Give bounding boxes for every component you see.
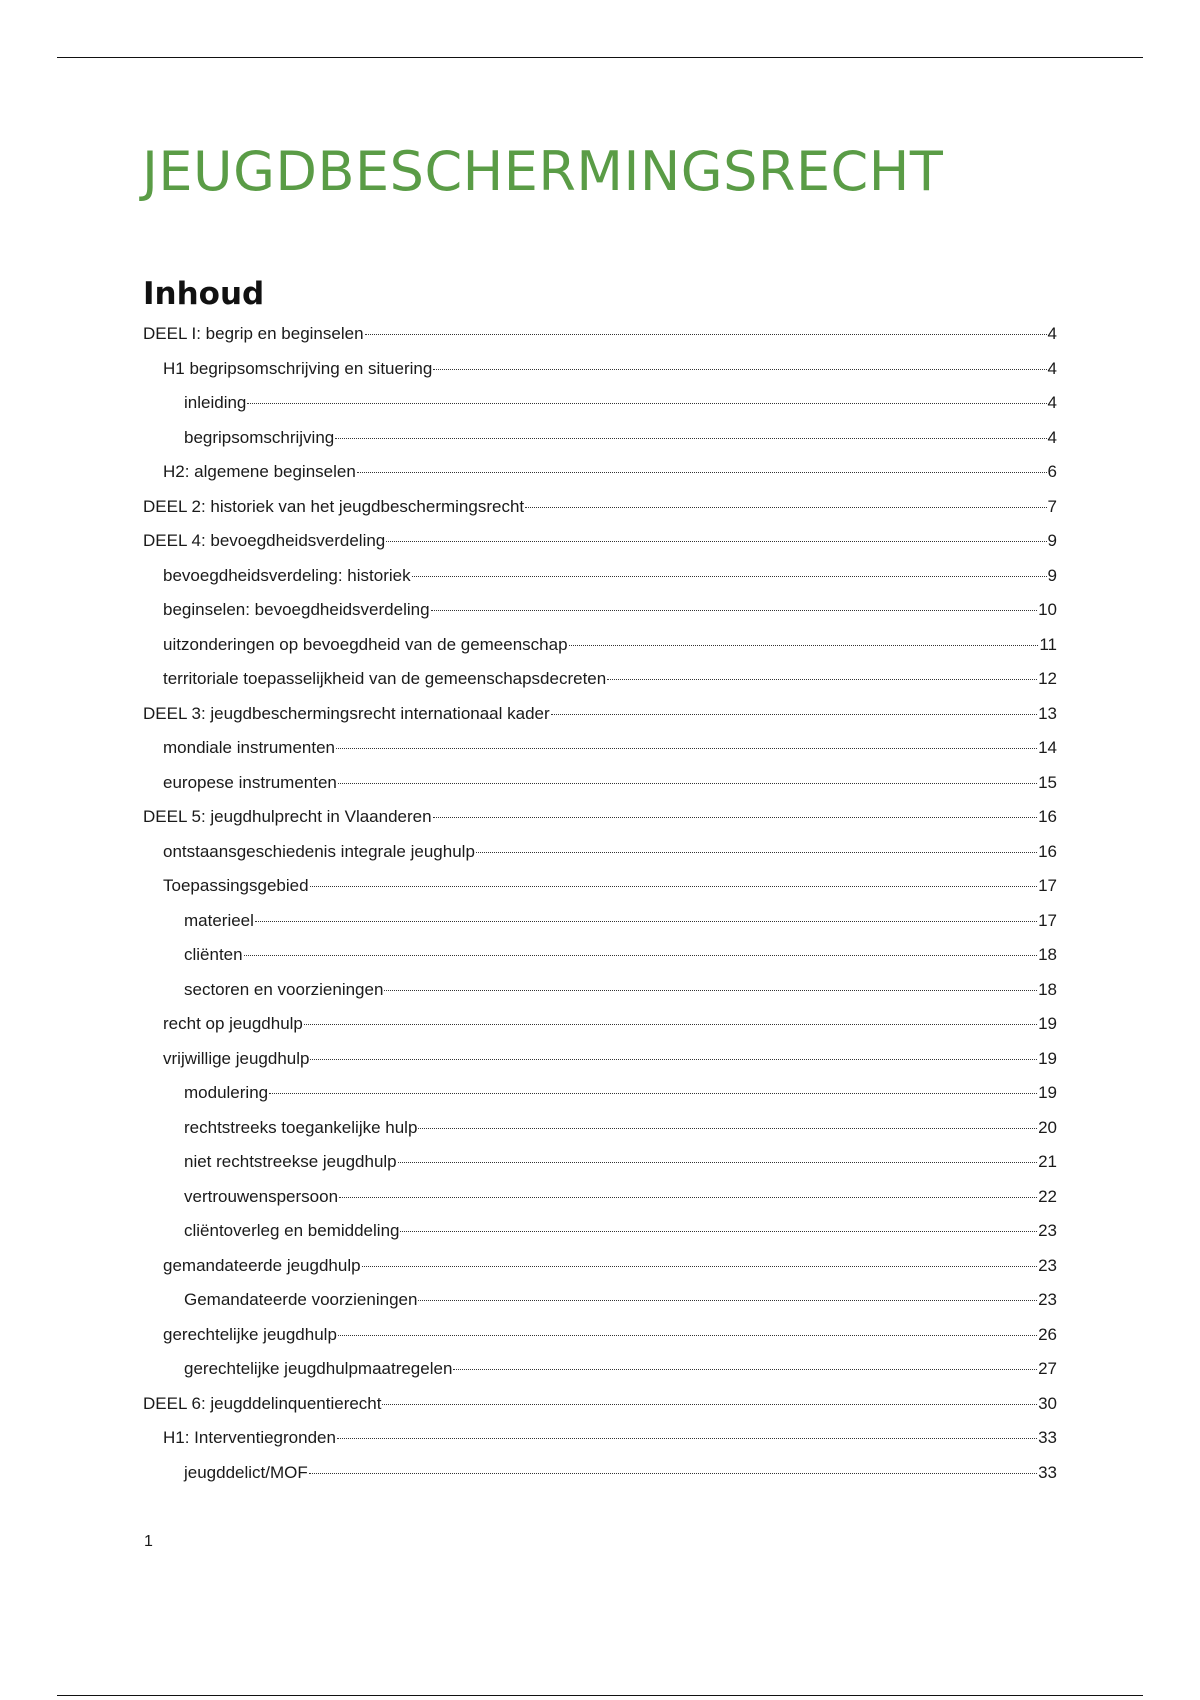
toc-dot-leader [336,748,1037,749]
toc-entry-page: 6 [1047,462,1057,481]
toc-dot-leader [335,438,1046,439]
toc-entry[interactable] [143,600,1057,635]
toc-entry-page: 33 [1038,1428,1057,1447]
toc-entry-page: 17 [1038,876,1057,895]
toc-dot-leader [357,472,1047,473]
toc-dot-leader [269,1093,1037,1094]
page-number: 1 [144,1533,153,1550]
toc-dot-leader [386,541,1046,542]
toc-entry[interactable] [143,1083,1057,1118]
toc-entry[interactable] [143,738,1057,773]
toc-entry-title: cliënten [184,945,243,964]
toc-entry-page: 13 [1038,703,1057,723]
toc-dot-leader [433,369,1046,370]
toc-entry-title: gerechtelijke jeugdhulp [163,1324,337,1344]
toc-entry-page: 9 [1047,565,1057,585]
toc-entry-page: 4 [1047,358,1057,378]
toc-entry-title: ontstaansgeschiedenis integrale jeughulp [163,841,475,861]
toc-dot-leader [337,1438,1037,1439]
toc-entry-page: 27 [1038,1359,1057,1378]
toc-dot-leader [304,1024,1037,1025]
toc-entry-title: DEEL I: begrip en beginselen [143,324,364,343]
toc-entry-page: 15 [1038,772,1057,792]
footer-rule [57,1695,1143,1696]
toc-dot-leader [338,783,1037,784]
toc-entry-page: 14 [1038,738,1057,757]
toc-dot-leader [310,1059,1037,1060]
toc-dot-leader [365,334,1047,335]
toc-entry-title: gemandateerde jeugdhulp [163,1255,361,1275]
toc-entry-page: 33 [1038,1462,1057,1482]
toc-entry-title: H2: algemene beginselen [163,462,356,481]
toc-entry[interactable] [143,1256,1057,1291]
toc-dot-leader [525,507,1046,508]
toc-dot-leader [418,1128,1037,1129]
toc-entry-page: 18 [1038,945,1057,964]
document-title: JEUGDBESCHERMINGSRECHT [142,140,944,203]
toc-entry-title: Toepassingsgebied [163,876,309,895]
toc-entry[interactable] [143,462,1057,497]
toc-dot-leader [310,886,1038,887]
toc-entry[interactable] [143,1463,1057,1498]
toc-entry-title: bevoegdheidsverdeling: historiek [163,565,411,585]
toc-entry[interactable] [143,428,1057,463]
toc-entry-title: recht op jeugdhulp [163,1014,303,1033]
toc-entry-page: 22 [1038,1186,1057,1206]
toc-entry-title: vrijwillige jeugdhulp [163,1048,310,1068]
toc-dot-leader [476,852,1037,853]
toc-entry-title: DEEL 5: jeugdhulprecht in Vlaanderen [143,807,432,826]
toc-dot-leader [607,679,1037,680]
toc-entry-page: 20 [1038,1117,1057,1137]
toc-entry-page: 18 [1038,979,1057,999]
toc-dot-leader [362,1266,1038,1267]
toc-entry-page: 26 [1038,1324,1057,1344]
toc-entry-page: 19 [1038,1014,1057,1033]
toc-entry-page: 21 [1038,1152,1057,1171]
toc-entry-title: niet rechtstreekse jeugdhulp [184,1152,397,1171]
toc-entry-title: DEEL 4: bevoegdheidsverdeling [143,531,386,550]
toc-entry-title: materieel [184,910,254,930]
toc-entry[interactable] [143,876,1057,911]
toc-entry-title: H1 begripsomschrijving en situering [163,358,433,378]
table-of-contents [143,324,1057,1497]
toc-dot-leader [398,1162,1037,1163]
toc-entry[interactable] [143,497,1057,532]
toc-entry-page: 4 [1047,393,1057,412]
toc-entry-title: beginselen: bevoegdheidsverdeling [163,600,430,619]
toc-entry-title: vertrouwenspersoon [184,1186,339,1206]
toc-entry[interactable] [143,1152,1057,1187]
toc-entry-page: 7 [1047,496,1057,516]
toc-entry-title: territoriale toepasselijkheid van de gemeenschapsdecreten [163,669,607,688]
toc-entry-page: 23 [1038,1255,1057,1275]
toc-entry-title: jeugddelict/MOF [184,1462,308,1482]
toc-entry[interactable] [143,704,1057,739]
toc-entry[interactable] [143,635,1057,670]
toc-entry[interactable] [143,911,1057,946]
toc-entry[interactable] [143,773,1057,808]
toc-dot-leader [244,955,1037,956]
toc-entry-page: 9 [1047,531,1057,550]
toc-dot-leader [418,1300,1037,1301]
toc-entry[interactable] [143,1118,1057,1153]
toc-entry-title: DEEL 2: historiek van het jeugdbeschermingsrecht [143,496,525,516]
toc-entry[interactable] [143,1394,1057,1429]
toc-dot-leader [384,990,1037,991]
toc-entry[interactable] [143,324,1057,359]
toc-entry-title: modulering [184,1083,269,1102]
toc-entry-page: 11 [1039,634,1057,654]
toc-entry[interactable] [143,1014,1057,1049]
toc-dot-leader [382,1404,1037,1405]
toc-dot-leader [433,817,1038,818]
toc-entry-title: DEEL 6: jeugddelinquentierecht [143,1393,382,1413]
toc-entry-page: 23 [1038,1290,1057,1309]
toc-entry-page: 16 [1038,841,1057,861]
toc-dot-leader [247,403,1046,404]
toc-entry[interactable] [143,1049,1057,1084]
toc-entry-page: 19 [1038,1048,1057,1068]
toc-heading: Inhoud [143,276,265,312]
toc-entry-page: 10 [1038,600,1057,619]
toc-dot-leader [551,714,1037,715]
toc-entry[interactable] [143,359,1057,394]
toc-entry[interactable] [143,393,1057,428]
toc-entry[interactable] [143,1221,1057,1256]
toc-dot-leader [255,921,1037,922]
toc-entry[interactable] [143,669,1057,704]
toc-entry-title: mondiale instrumenten [163,738,335,757]
toc-entry-title: rechtstreeks toegankelijke hulp [184,1117,418,1137]
toc-dot-leader [569,645,1039,646]
toc-dot-leader [309,1473,1037,1474]
toc-dot-leader [339,1197,1037,1198]
toc-entry-title: gerechtelijke jeugdhulpmaatregelen [184,1359,453,1378]
toc-dot-leader [412,576,1047,577]
toc-entry[interactable] [143,807,1057,842]
toc-entry[interactable] [143,1187,1057,1222]
toc-entry-title: DEEL 3: jeugdbeschermingsrecht internationaal kader [143,703,550,723]
toc-entry-title: begripsomschrijving [184,427,335,447]
toc-entry[interactable] [143,1290,1057,1325]
toc-entry-title: Gemandateerde voorzieningen [184,1290,418,1309]
toc-entry-page: 19 [1038,1083,1057,1102]
toc-entry-page: 4 [1047,324,1057,343]
toc-entry[interactable] [143,980,1057,1015]
toc-dot-leader [400,1231,1037,1232]
toc-dot-leader [338,1335,1037,1336]
toc-entry[interactable] [143,1359,1057,1394]
toc-entry[interactable] [143,1325,1057,1360]
toc-entry-page: 16 [1038,807,1057,826]
toc-entry-page: 4 [1047,427,1057,447]
toc-entry-page: 30 [1038,1393,1057,1413]
toc-entry-title: europese instrumenten [163,772,337,792]
toc-entry-title: inleiding [184,393,247,412]
toc-entry[interactable] [143,842,1057,877]
toc-dot-leader [431,610,1038,611]
toc-entry-title: uitzonderingen op bevoegdheid van de gemeenschap [163,634,568,654]
toc-entry-page: 23 [1038,1221,1057,1240]
toc-entry-page: 12 [1038,669,1057,688]
toc-entry-title: H1: Interventiegronden [163,1428,336,1447]
toc-entry[interactable] [143,566,1057,601]
toc-entry[interactable] [143,531,1057,566]
toc-entry-page: 17 [1038,910,1057,930]
toc-entry[interactable] [143,1428,1057,1463]
toc-entry-title: sectoren en voorzieningen [184,979,384,999]
toc-entry[interactable] [143,945,1057,980]
toc-dot-leader [453,1369,1037,1370]
header-rule [57,57,1143,58]
toc-entry-title: cliëntoverleg en bemiddeling [184,1221,400,1240]
